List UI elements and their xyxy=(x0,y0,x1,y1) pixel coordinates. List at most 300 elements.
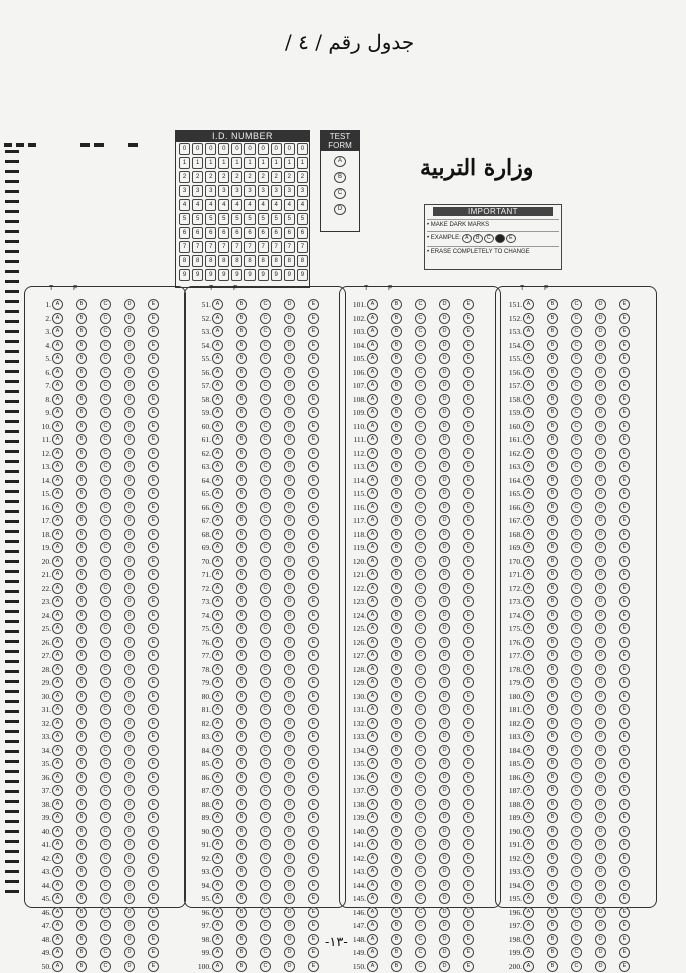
answer-bubble[interactable]: B xyxy=(391,664,402,675)
answer-bubble[interactable]: E xyxy=(148,853,159,864)
answer-bubble[interactable]: B xyxy=(547,623,558,634)
answer-bubble[interactable]: A xyxy=(367,650,378,661)
answer-bubble[interactable]: C xyxy=(415,367,426,378)
answer-bubble[interactable]: E xyxy=(619,448,630,459)
answer-bubble[interactable]: A xyxy=(367,853,378,864)
answer-bubble[interactable]: A xyxy=(52,691,63,702)
answer-bubble[interactable]: E xyxy=(463,664,474,675)
answer-bubble[interactable]: B xyxy=(547,353,558,364)
answer-bubble[interactable]: B xyxy=(76,421,87,432)
answer-bubble[interactable]: D xyxy=(124,502,135,513)
id-digit-bubble[interactable]: 8 xyxy=(258,255,269,267)
answer-bubble[interactable]: B xyxy=(391,826,402,837)
answer-bubble[interactable]: C xyxy=(100,313,111,324)
answer-bubble[interactable]: E xyxy=(308,934,319,945)
answer-bubble[interactable]: C xyxy=(260,340,271,351)
answer-bubble[interactable]: C xyxy=(260,880,271,891)
answer-bubble[interactable]: B xyxy=(76,745,87,756)
answer-bubble[interactable]: E xyxy=(619,340,630,351)
answer-bubble[interactable]: B xyxy=(76,394,87,405)
answer-bubble[interactable]: C xyxy=(571,596,582,607)
answer-bubble[interactable]: C xyxy=(100,448,111,459)
answer-bubble[interactable]: D xyxy=(124,839,135,850)
id-digit-bubble[interactable]: 6 xyxy=(271,227,282,239)
answer-bubble[interactable]: C xyxy=(260,515,271,526)
answer-bubble[interactable]: E xyxy=(463,785,474,796)
answer-bubble[interactable]: E xyxy=(619,623,630,634)
id-digit-bubble[interactable]: 9 xyxy=(271,269,282,281)
answer-bubble[interactable]: B xyxy=(76,920,87,931)
answer-bubble[interactable]: A xyxy=(212,961,223,972)
answer-bubble[interactable]: A xyxy=(367,704,378,715)
answer-bubble[interactable]: B xyxy=(547,961,558,972)
answer-bubble[interactable]: C xyxy=(100,353,111,364)
answer-bubble[interactable]: C xyxy=(415,893,426,904)
answer-bubble[interactable]: C xyxy=(571,623,582,634)
answer-bubble[interactable]: D xyxy=(439,569,450,580)
answer-bubble[interactable]: A xyxy=(523,488,534,499)
answer-bubble[interactable]: D xyxy=(439,407,450,418)
answer-bubble[interactable]: A xyxy=(523,934,534,945)
id-digit-bubble[interactable]: 0 xyxy=(231,143,242,155)
answer-bubble[interactable]: D xyxy=(439,691,450,702)
answer-bubble[interactable]: B xyxy=(236,610,247,621)
answer-bubble[interactable]: A xyxy=(212,583,223,594)
id-digit-bubble[interactable]: 4 xyxy=(231,199,242,211)
answer-bubble[interactable]: A xyxy=(523,650,534,661)
answer-bubble[interactable]: B xyxy=(547,421,558,432)
answer-bubble[interactable]: D xyxy=(595,731,606,742)
answer-bubble[interactable]: A xyxy=(52,515,63,526)
answer-bubble[interactable]: B xyxy=(391,461,402,472)
answer-bubble[interactable]: A xyxy=(367,880,378,891)
answer-bubble[interactable]: E xyxy=(463,542,474,553)
answer-bubble[interactable]: B xyxy=(391,326,402,337)
answer-bubble[interactable]: D xyxy=(284,907,295,918)
answer-bubble[interactable]: A xyxy=(367,515,378,526)
id-digit-bubble[interactable]: 1 xyxy=(179,157,190,169)
answer-bubble[interactable]: B xyxy=(391,907,402,918)
answer-bubble[interactable]: D xyxy=(284,812,295,823)
answer-bubble[interactable]: E xyxy=(619,367,630,378)
answer-bubble[interactable]: D xyxy=(284,583,295,594)
answer-bubble[interactable]: B xyxy=(547,893,558,904)
answer-bubble[interactable]: C xyxy=(260,866,271,877)
answer-bubble[interactable]: A xyxy=(523,475,534,486)
answer-bubble[interactable]: B xyxy=(547,394,558,405)
answer-bubble[interactable]: A xyxy=(523,610,534,621)
answer-bubble[interactable]: A xyxy=(212,853,223,864)
answer-bubble[interactable]: D xyxy=(284,718,295,729)
answer-bubble[interactable]: A xyxy=(52,853,63,864)
answer-bubble[interactable]: D xyxy=(595,515,606,526)
answer-bubble[interactable]: E xyxy=(463,826,474,837)
answer-bubble[interactable]: A xyxy=(367,677,378,688)
answer-bubble[interactable]: C xyxy=(415,785,426,796)
answer-bubble[interactable]: E xyxy=(148,893,159,904)
answer-bubble[interactable]: D xyxy=(124,799,135,810)
id-digit-bubble[interactable]: 0 xyxy=(244,143,255,155)
answer-bubble[interactable]: B xyxy=(391,731,402,742)
answer-bubble[interactable]: B xyxy=(547,799,558,810)
id-digit-bubble[interactable]: 4 xyxy=(258,199,269,211)
answer-bubble[interactable]: C xyxy=(415,853,426,864)
answer-bubble[interactable]: D xyxy=(595,920,606,931)
answer-bubble[interactable]: C xyxy=(260,529,271,540)
answer-bubble[interactable]: B xyxy=(76,934,87,945)
id-digit-bubble[interactable]: 9 xyxy=(258,269,269,281)
id-digit-bubble[interactable]: 7 xyxy=(297,241,308,253)
answer-bubble[interactable]: E xyxy=(308,880,319,891)
answer-bubble[interactable]: A xyxy=(367,529,378,540)
answer-bubble[interactable]: E xyxy=(619,664,630,675)
answer-bubble[interactable]: D xyxy=(595,853,606,864)
id-digit-bubble[interactable]: 9 xyxy=(297,269,308,281)
answer-bubble[interactable]: D xyxy=(595,826,606,837)
answer-bubble[interactable]: B xyxy=(76,880,87,891)
answer-bubble[interactable]: A xyxy=(212,610,223,621)
answer-bubble[interactable]: C xyxy=(260,907,271,918)
answer-bubble[interactable]: D xyxy=(124,407,135,418)
answer-bubble[interactable]: A xyxy=(212,934,223,945)
answer-bubble[interactable]: A xyxy=(212,718,223,729)
answer-bubble[interactable]: D xyxy=(439,448,450,459)
answer-bubble[interactable]: D xyxy=(439,650,450,661)
id-digit-bubble[interactable]: 3 xyxy=(284,185,295,197)
answer-bubble[interactable]: E xyxy=(308,650,319,661)
test-form-bubble[interactable]: C xyxy=(334,188,346,199)
answer-bubble[interactable]: D xyxy=(284,488,295,499)
answer-bubble[interactable]: C xyxy=(571,961,582,972)
answer-bubble[interactable]: D xyxy=(124,691,135,702)
answer-bubble[interactable]: A xyxy=(523,529,534,540)
answer-bubble[interactable]: E xyxy=(619,502,630,513)
answer-bubble[interactable]: D xyxy=(284,407,295,418)
answer-bubble[interactable]: E xyxy=(619,556,630,567)
answer-bubble[interactable]: C xyxy=(415,596,426,607)
answer-bubble[interactable]: A xyxy=(52,380,63,391)
answer-bubble[interactable]: C xyxy=(100,637,111,648)
answer-bubble[interactable]: D xyxy=(439,934,450,945)
answer-bubble[interactable]: D xyxy=(439,529,450,540)
answer-bubble[interactable]: B xyxy=(547,488,558,499)
answer-bubble[interactable]: C xyxy=(415,394,426,405)
answer-bubble[interactable]: B xyxy=(547,772,558,783)
answer-bubble[interactable]: C xyxy=(260,799,271,810)
answer-bubble[interactable]: B xyxy=(547,448,558,459)
answer-bubble[interactable]: B xyxy=(236,394,247,405)
answer-bubble[interactable]: B xyxy=(391,529,402,540)
answer-bubble[interactable]: A xyxy=(523,313,534,324)
answer-bubble[interactable]: A xyxy=(212,880,223,891)
answer-bubble[interactable]: B xyxy=(236,637,247,648)
answer-bubble[interactable]: C xyxy=(571,934,582,945)
answer-bubble[interactable]: C xyxy=(260,448,271,459)
answer-bubble[interactable]: D xyxy=(439,799,450,810)
id-digit-bubble[interactable]: 0 xyxy=(192,143,203,155)
answer-bubble[interactable]: D xyxy=(124,650,135,661)
answer-bubble[interactable]: A xyxy=(367,556,378,567)
answer-bubble[interactable]: C xyxy=(260,650,271,661)
answer-bubble[interactable]: E xyxy=(308,826,319,837)
answer-bubble[interactable]: D xyxy=(284,880,295,891)
answer-bubble[interactable]: A xyxy=(523,893,534,904)
answer-bubble[interactable]: C xyxy=(415,407,426,418)
answer-bubble[interactable]: E xyxy=(463,583,474,594)
answer-bubble[interactable]: C xyxy=(571,502,582,513)
answer-bubble[interactable]: D xyxy=(595,556,606,567)
answer-bubble[interactable]: E xyxy=(619,826,630,837)
answer-bubble[interactable]: C xyxy=(260,380,271,391)
answer-bubble[interactable]: A xyxy=(367,461,378,472)
answer-bubble[interactable]: A xyxy=(52,718,63,729)
id-digit-bubble[interactable]: 5 xyxy=(271,213,282,225)
answer-bubble[interactable]: A xyxy=(367,920,378,931)
answer-bubble[interactable]: B xyxy=(76,637,87,648)
answer-bubble[interactable]: A xyxy=(523,299,534,310)
answer-bubble[interactable]: A xyxy=(52,610,63,621)
answer-bubble[interactable]: D xyxy=(284,299,295,310)
answer-bubble[interactable]: C xyxy=(100,610,111,621)
answer-bubble[interactable]: C xyxy=(100,664,111,675)
answer-bubble[interactable]: E xyxy=(148,691,159,702)
answer-bubble[interactable]: E xyxy=(308,772,319,783)
id-digit-bubble[interactable]: 5 xyxy=(179,213,190,225)
id-digit-bubble[interactable]: 5 xyxy=(231,213,242,225)
answer-bubble[interactable]: C xyxy=(571,812,582,823)
answer-bubble[interactable]: C xyxy=(415,880,426,891)
answer-bubble[interactable]: A xyxy=(52,407,63,418)
answer-bubble[interactable]: C xyxy=(415,799,426,810)
answer-bubble[interactable]: A xyxy=(523,326,534,337)
answer-bubble[interactable]: C xyxy=(415,353,426,364)
answer-bubble[interactable]: B xyxy=(391,812,402,823)
answer-bubble[interactable]: C xyxy=(415,313,426,324)
id-digit-bubble[interactable]: 2 xyxy=(297,171,308,183)
answer-bubble[interactable]: D xyxy=(284,421,295,432)
id-digit-bubble[interactable]: 7 xyxy=(192,241,203,253)
answer-bubble[interactable]: B xyxy=(547,880,558,891)
answer-bubble[interactable]: E xyxy=(463,772,474,783)
answer-bubble[interactable]: D xyxy=(439,731,450,742)
answer-bubble[interactable]: A xyxy=(523,340,534,351)
answer-bubble[interactable]: A xyxy=(52,502,63,513)
answer-bubble[interactable]: C xyxy=(571,353,582,364)
answer-bubble[interactable]: D xyxy=(284,650,295,661)
answer-bubble[interactable]: E xyxy=(619,542,630,553)
answer-bubble[interactable]: A xyxy=(367,934,378,945)
answer-bubble[interactable]: B xyxy=(547,475,558,486)
answer-bubble[interactable]: D xyxy=(284,826,295,837)
answer-bubble[interactable]: E xyxy=(463,529,474,540)
answer-bubble[interactable]: E xyxy=(308,907,319,918)
answer-bubble[interactable]: C xyxy=(260,758,271,769)
answer-bubble[interactable]: E xyxy=(463,920,474,931)
answer-bubble[interactable]: E xyxy=(619,853,630,864)
answer-bubble[interactable]: B xyxy=(391,623,402,634)
answer-bubble[interactable]: D xyxy=(284,394,295,405)
id-digit-bubble[interactable]: 5 xyxy=(205,213,216,225)
answer-bubble[interactable]: A xyxy=(212,920,223,931)
answer-bubble[interactable]: B xyxy=(547,839,558,850)
answer-bubble[interactable]: C xyxy=(100,394,111,405)
answer-bubble[interactable]: C xyxy=(100,475,111,486)
answer-bubble[interactable]: A xyxy=(523,961,534,972)
answer-bubble[interactable]: D xyxy=(595,326,606,337)
answer-bubble[interactable]: D xyxy=(284,380,295,391)
answer-bubble[interactable]: D xyxy=(124,326,135,337)
id-digit-bubble[interactable]: 7 xyxy=(284,241,295,253)
answer-bubble[interactable]: D xyxy=(284,731,295,742)
answer-bubble[interactable]: C xyxy=(571,326,582,337)
answer-bubble[interactable]: B xyxy=(547,731,558,742)
answer-bubble[interactable]: A xyxy=(367,907,378,918)
answer-bubble[interactable]: C xyxy=(260,596,271,607)
answer-bubble[interactable]: D xyxy=(595,394,606,405)
answer-bubble[interactable]: A xyxy=(367,380,378,391)
answer-bubble[interactable]: D xyxy=(439,380,450,391)
answer-bubble[interactable]: B xyxy=(391,704,402,715)
answer-bubble[interactable]: E xyxy=(148,529,159,540)
answer-bubble[interactable]: B xyxy=(76,785,87,796)
answer-bubble[interactable]: C xyxy=(260,691,271,702)
answer-bubble[interactable]: A xyxy=(367,637,378,648)
answer-bubble[interactable]: C xyxy=(571,299,582,310)
answer-bubble[interactable]: B xyxy=(547,691,558,702)
answer-bubble[interactable]: B xyxy=(76,583,87,594)
answer-bubble[interactable]: D xyxy=(284,785,295,796)
answer-bubble[interactable]: D xyxy=(595,353,606,364)
answer-bubble[interactable]: C xyxy=(415,542,426,553)
answer-bubble[interactable]: A xyxy=(212,475,223,486)
answer-bubble[interactable]: C xyxy=(415,502,426,513)
answer-bubble[interactable]: B xyxy=(391,799,402,810)
id-digit-bubble[interactable]: 9 xyxy=(231,269,242,281)
answer-bubble[interactable]: A xyxy=(212,353,223,364)
answer-bubble[interactable]: E xyxy=(619,394,630,405)
answer-bubble[interactable]: C xyxy=(260,853,271,864)
answer-bubble[interactable]: B xyxy=(391,745,402,756)
answer-bubble[interactable]: D xyxy=(284,340,295,351)
answer-bubble[interactable]: B xyxy=(391,434,402,445)
answer-bubble[interactable]: C xyxy=(100,407,111,418)
id-digit-bubble[interactable]: 4 xyxy=(218,199,229,211)
answer-bubble[interactable]: C xyxy=(260,326,271,337)
id-digit-bubble[interactable]: 1 xyxy=(271,157,282,169)
answer-bubble[interactable]: B xyxy=(547,664,558,675)
answer-bubble[interactable]: A xyxy=(52,920,63,931)
answer-bubble[interactable]: E xyxy=(148,907,159,918)
answer-bubble[interactable]: C xyxy=(260,961,271,972)
answer-bubble[interactable]: E xyxy=(308,529,319,540)
id-digit-bubble[interactable]: 7 xyxy=(231,241,242,253)
answer-bubble[interactable]: D xyxy=(284,745,295,756)
answer-bubble[interactable]: E xyxy=(463,394,474,405)
answer-bubble[interactable]: E xyxy=(308,812,319,823)
answer-bubble[interactable]: A xyxy=(367,826,378,837)
answer-bubble[interactable]: E xyxy=(148,920,159,931)
answer-bubble[interactable]: B xyxy=(76,623,87,634)
answer-bubble[interactable]: B xyxy=(391,421,402,432)
answer-bubble[interactable]: E xyxy=(619,758,630,769)
id-digit-bubble[interactable]: 3 xyxy=(179,185,190,197)
answer-bubble[interactable]: A xyxy=(367,596,378,607)
id-digit-bubble[interactable]: 1 xyxy=(297,157,308,169)
answer-bubble[interactable]: D xyxy=(124,515,135,526)
answer-bubble[interactable]: C xyxy=(571,637,582,648)
answer-bubble[interactable]: B xyxy=(236,920,247,931)
answer-bubble[interactable]: A xyxy=(523,839,534,850)
answer-bubble[interactable]: D xyxy=(124,920,135,931)
answer-bubble[interactable]: A xyxy=(523,718,534,729)
id-digit-bubble[interactable]: 7 xyxy=(205,241,216,253)
answer-bubble[interactable]: D xyxy=(439,340,450,351)
answer-bubble[interactable]: C xyxy=(571,920,582,931)
id-digit-bubble[interactable]: 1 xyxy=(231,157,242,169)
answer-bubble[interactable]: A xyxy=(212,772,223,783)
answer-bubble[interactable]: A xyxy=(52,569,63,580)
answer-bubble[interactable]: A xyxy=(523,691,534,702)
answer-bubble[interactable]: E xyxy=(308,380,319,391)
answer-bubble[interactable]: D xyxy=(124,772,135,783)
answer-bubble[interactable]: E xyxy=(619,299,630,310)
answer-bubble[interactable]: A xyxy=(212,407,223,418)
answer-bubble[interactable]: E xyxy=(619,596,630,607)
id-digit-bubble[interactable]: 5 xyxy=(258,213,269,225)
answer-bubble[interactable]: B xyxy=(391,650,402,661)
answer-bubble[interactable]: E xyxy=(619,920,630,931)
id-digit-bubble[interactable]: 4 xyxy=(179,199,190,211)
answer-bubble[interactable]: B xyxy=(391,785,402,796)
answer-bubble[interactable]: C xyxy=(415,556,426,567)
answer-bubble[interactable]: D xyxy=(439,785,450,796)
answer-bubble[interactable]: E xyxy=(308,475,319,486)
id-digit-bubble[interactable]: 7 xyxy=(179,241,190,253)
id-digit-bubble[interactable]: 1 xyxy=(284,157,295,169)
answer-bubble[interactable]: E xyxy=(308,340,319,351)
answer-bubble[interactable]: D xyxy=(284,637,295,648)
answer-bubble[interactable]: D xyxy=(595,340,606,351)
answer-bubble[interactable]: A xyxy=(523,380,534,391)
answer-bubble[interactable]: D xyxy=(124,353,135,364)
answer-bubble[interactable]: A xyxy=(212,542,223,553)
answer-bubble[interactable]: D xyxy=(595,421,606,432)
id-digit-bubble[interactable]: 9 xyxy=(192,269,203,281)
answer-bubble[interactable]: B xyxy=(76,596,87,607)
answer-bubble[interactable]: E xyxy=(463,461,474,472)
answer-bubble[interactable]: A xyxy=(523,637,534,648)
answer-bubble[interactable]: E xyxy=(619,839,630,850)
answer-bubble[interactable]: B xyxy=(76,677,87,688)
answer-bubble[interactable]: A xyxy=(212,461,223,472)
answer-bubble[interactable]: E xyxy=(308,407,319,418)
answer-bubble[interactable]: A xyxy=(52,623,63,634)
answer-bubble[interactable]: D xyxy=(124,299,135,310)
answer-bubble[interactable]: B xyxy=(236,488,247,499)
answer-bubble[interactable]: D xyxy=(439,394,450,405)
answer-bubble[interactable]: A xyxy=(52,596,63,607)
answer-bubble[interactable]: E xyxy=(463,434,474,445)
answer-bubble[interactable]: D xyxy=(439,596,450,607)
answer-bubble[interactable]: C xyxy=(415,583,426,594)
id-digit-bubble[interactable]: 0 xyxy=(297,143,308,155)
answer-bubble[interactable]: B xyxy=(391,448,402,459)
answer-bubble[interactable]: D xyxy=(595,448,606,459)
answer-bubble[interactable]: D xyxy=(124,421,135,432)
answer-bubble[interactable]: E xyxy=(463,610,474,621)
answer-bubble[interactable]: A xyxy=(523,826,534,837)
answer-bubble[interactable]: A xyxy=(212,340,223,351)
